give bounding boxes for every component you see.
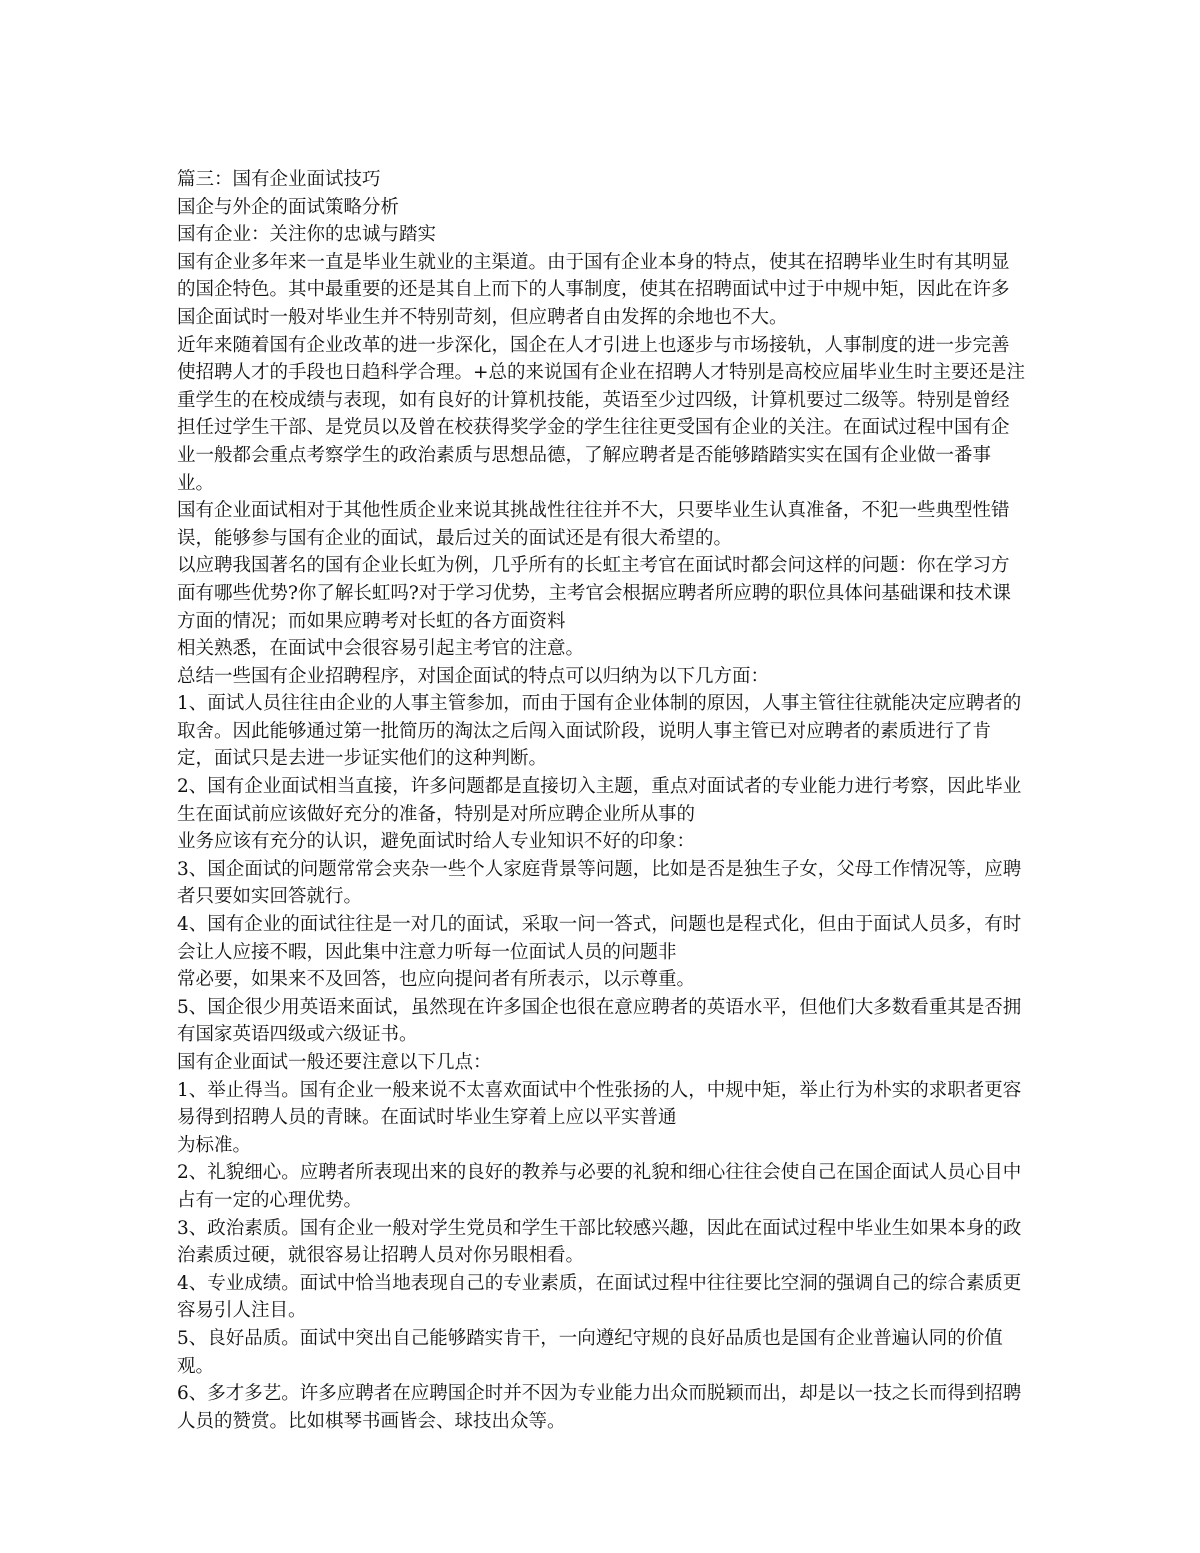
paragraph-reform: 近年来随着国有企业改革的进一步深化，国企在人才引进上也逐步与市场接轨，人事制度的进一步完善使招聘人才的手段也日趋科学合理。+总的来说国有企业在招聘人才特别是高校应届毕业生时主要还是注重学生的在校成绩与表现，如有良好的计算机技能，英语至少过四级，计算机要过二级等。特别是曾经担任过学生干部、是党员以及曾在校获得奖学金的学生往往更受国有企业的关注。在面试过程中国有企业一般都会重点考察学生的政治素质与思想品德，了解应聘者是否能够踏踏实实在国有企业做一番事业。	[177, 334, 1026, 494]
list-item-tip-5: 5、良好品质。面试中突出自己能够踏实肯干，一向遵纪守规的良好品质也是国有企业普遍认同的价值观。	[177, 1327, 1003, 1377]
paragraph-challenge: 国有企业面试相对于其他性质企业来说其挑战性往往并不大，只要毕业生认真准备，不犯一些典型性错误，能够参与国有企业的面试，最后过关的面试还是有很大希望的。	[177, 500, 1010, 549]
paragraph-changhong-example: 以应聘我国著名的国有企业长虹为例，几乎所有的长虹主考官在面试时都会问这样的问题：你在学习方面有哪些优势?你了解长虹吗?对于学习优势，主考官会根据应聘者所应聘的职位具体问基础课和技术课方面的情况；而如果应聘考对长虹的各方面资料	[177, 555, 1011, 632]
list-item-feature-2: 2、国有企业面试相当直接，许多问题都是直接切入主题，重点对面试者的专业能力进行考察，因此毕业生在面试前应该做好充分的准备，特别是对所应聘企业所从事的	[177, 776, 1022, 825]
list-item-tip-4: 4、专业成绩。面试中恰当地表现自己的专业素质，在面试过程中往往要比空洞的强调自己的综合素质更容易引人注目。	[177, 1272, 1022, 1322]
list-item-feature-3: 3、国企面试的问题常常会夹杂一些个人家庭背景等问题，比如是否是独生子女，父母工作情况等，应聘者只要如实回答就行。	[177, 858, 1022, 908]
section-subheading: 国有企业：关注你的忠诚与踏实	[177, 224, 437, 246]
list-item-feature-2-continued: 业务应该有充分的认识，避免面试时给人专业知识不好的印象：	[177, 831, 696, 853]
list-item-tip-1: 1、举止得当。国有企业一般来说不太喜欢面试中个性张扬的人，中规中矩，举止行为朴实的求职者更容易得到招聘人员的青睐。在面试时毕业生穿着上应以平实普通	[177, 1079, 1022, 1129]
document-page	[177, 166, 1025, 1435]
list-item-tip-2: 2、礼貌细心。应聘者所表现出来的良好的教养与必要的礼貌和细心往往会使自己在国企面试人员心目中占有一定的心理优势。	[177, 1162, 1022, 1211]
list-item-tip-1-continued: 为标准。	[177, 1134, 252, 1156]
list-item-feature-1: 1、面试人员往往由企业的人事主管参加，而由于国有企业体制的原因，人事主管往往就能决定应聘者的取舍。因此能够通过第一批简历的淘汰之后闯入面试阶段，说明人事主管已对应聘者的素质进行了肯定，面试只是去进一步证实他们的这种判断。	[177, 693, 1022, 770]
list-item-feature-5: 5、国企很少用英语来面试，虽然现在许多国企也很在意应聘者的英语水平，但他们大多数看重其是否拥有国家英语四级或六级证书。	[177, 996, 1022, 1046]
list-item-tip-3: 3、政治素质。国有企业一般对学生党员和学生干部比较感兴趣，因此在面试过程中毕业生如果本身的政治素质过硬，就很容易让招聘人员对你另眼相看。	[177, 1217, 1022, 1267]
list-item-tip-6: 6、多才多艺。许多应聘者在应聘国企时并不因为专业能力出众而脱颖而出，却是以一技之长而得到招聘人员的赞赏。比如棋琴书画皆会、球技出众等。	[177, 1383, 1022, 1432]
list-item-feature-4: 4、国有企业的面试往往是一对几的面试，采取一问一答式，问题也是程式化，但由于面试人员多，有时会让人应接不暇，因此集中注意力听每一位面试人员的问题非	[177, 914, 1022, 963]
paragraph-summary-intro: 总结一些国有企业招聘程序，对国企面试的特点可以归纳为以下几方面：	[177, 665, 770, 687]
list-item-feature-4-continued: 常必要，如果来不及回答，也应向提问者有所表示，以示尊重。	[177, 969, 696, 991]
paragraph-tips-intro: 国有企业面试一般还要注意以下几点：	[177, 1052, 492, 1073]
section-heading: 篇三：国有企业面试技巧	[177, 169, 381, 190]
document-subtitle: 国企与外企的面试策略分析	[177, 196, 400, 218]
paragraph-intro: 国有企业多年来一直是毕业生就业的主渠道。由于国有企业本身的特点，使其在招聘毕业生时有其明显的国企特色。其中最重要的还是其自上而下的人事制度，使其在招聘面试中过于中规中矩，因此在许多国企面试时一般对毕业生并不特别苛刻，但应聘者自由发挥的余地也不大。	[177, 251, 1010, 328]
paragraph-changhong-continued: 相关熟悉，在面试中会很容易引起主考官的注意。	[177, 638, 585, 660]
